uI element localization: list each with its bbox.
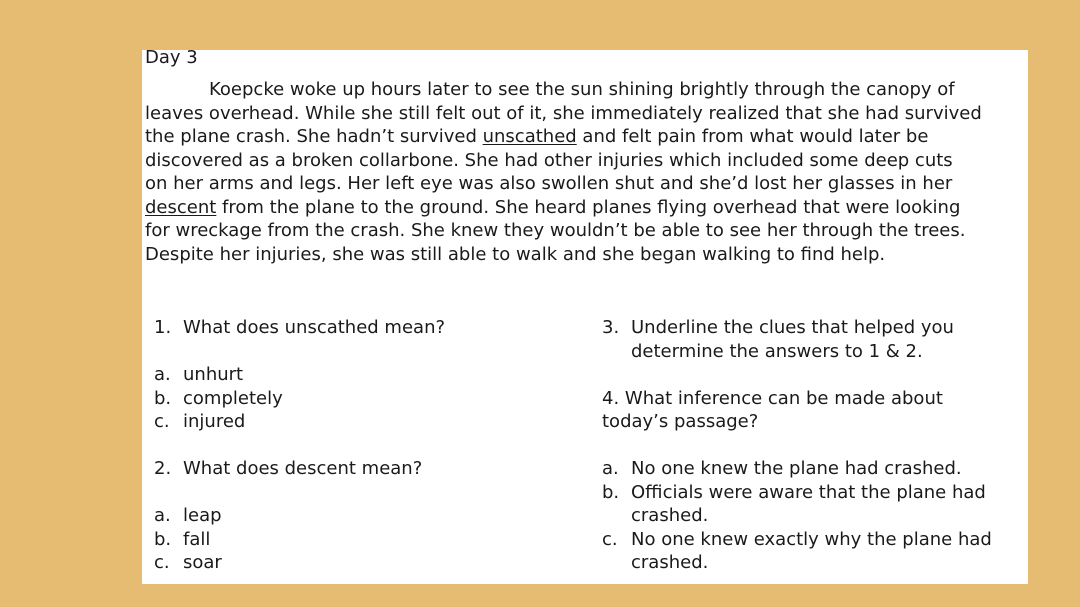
passage-line: Despite her injuries, she was still able to walk and she began walking to find help.: [145, 243, 886, 265]
question-4: 4. What inference can be made about: [602, 387, 943, 409]
question-number: 3.: [602, 317, 620, 338]
left-questions: [154, 316, 445, 575]
answer-option: c. No one knew exactly why the plane had crashed.: [602, 528, 992, 573]
answer-option: a. unhurt: [154, 364, 244, 385]
answer-option: b. fall: [154, 528, 211, 550]
answer-option: c. soar: [154, 552, 222, 573]
question-text: Underline the clues that helped you: [631, 317, 954, 338]
question-4-continued: today’s passage?: [602, 411, 759, 432]
vocab-word-unscathed: unscathed: [482, 126, 577, 147]
passage-line: for wreckage from the crash. She knew they wouldn’t be able to see her through the trees.: [145, 220, 966, 241]
passage-line: descent from the plane to the ground. She heard planes flying overhead that were looking: [145, 196, 961, 218]
question-text: determine the answers to 1 & 2.: [631, 340, 923, 362]
passage-line: leaves overhead. While she still felt out of it, she immediately realized that she had survived: [145, 102, 982, 124]
right-questions: [602, 316, 992, 575]
question-number: 1.: [154, 317, 172, 338]
vocab-word-descent: descent: [145, 196, 217, 218]
worksheet-page: [142, 47, 1028, 584]
question-3: [602, 316, 992, 363]
question-number: 2.: [154, 458, 172, 479]
question-1: [154, 316, 445, 340]
answer-option: a. leap: [154, 505, 222, 526]
answer-option: a. No one knew the plane had crashed.: [602, 458, 962, 479]
question-text: What does unscathed mean?: [183, 317, 446, 338]
day-label: Day 3: [145, 47, 198, 68]
question-2: [154, 457, 445, 481]
passage-line: the plane crash. She hadn’t survived unscathed and felt pain from what would later be: [145, 126, 929, 147]
passage-line: discovered as a broken collarbone. She had other injuries which included some deep cuts: [145, 149, 953, 171]
answer-option: b. Officials were aware that the plane had crashed.: [602, 481, 986, 526]
answer-option: c. injured: [154, 411, 246, 432]
passage-line: Koepcke woke up hours later to see the sun shining brightly through the canopy of: [209, 79, 955, 100]
question-text: What does descent mean?: [183, 458, 423, 479]
reading-passage: [145, 78, 1015, 266]
answer-option: b. completely: [154, 387, 283, 409]
passage-line: on her arms and legs. Her left eye was also swollen shut and she’d lost her glasses in her: [145, 173, 953, 194]
